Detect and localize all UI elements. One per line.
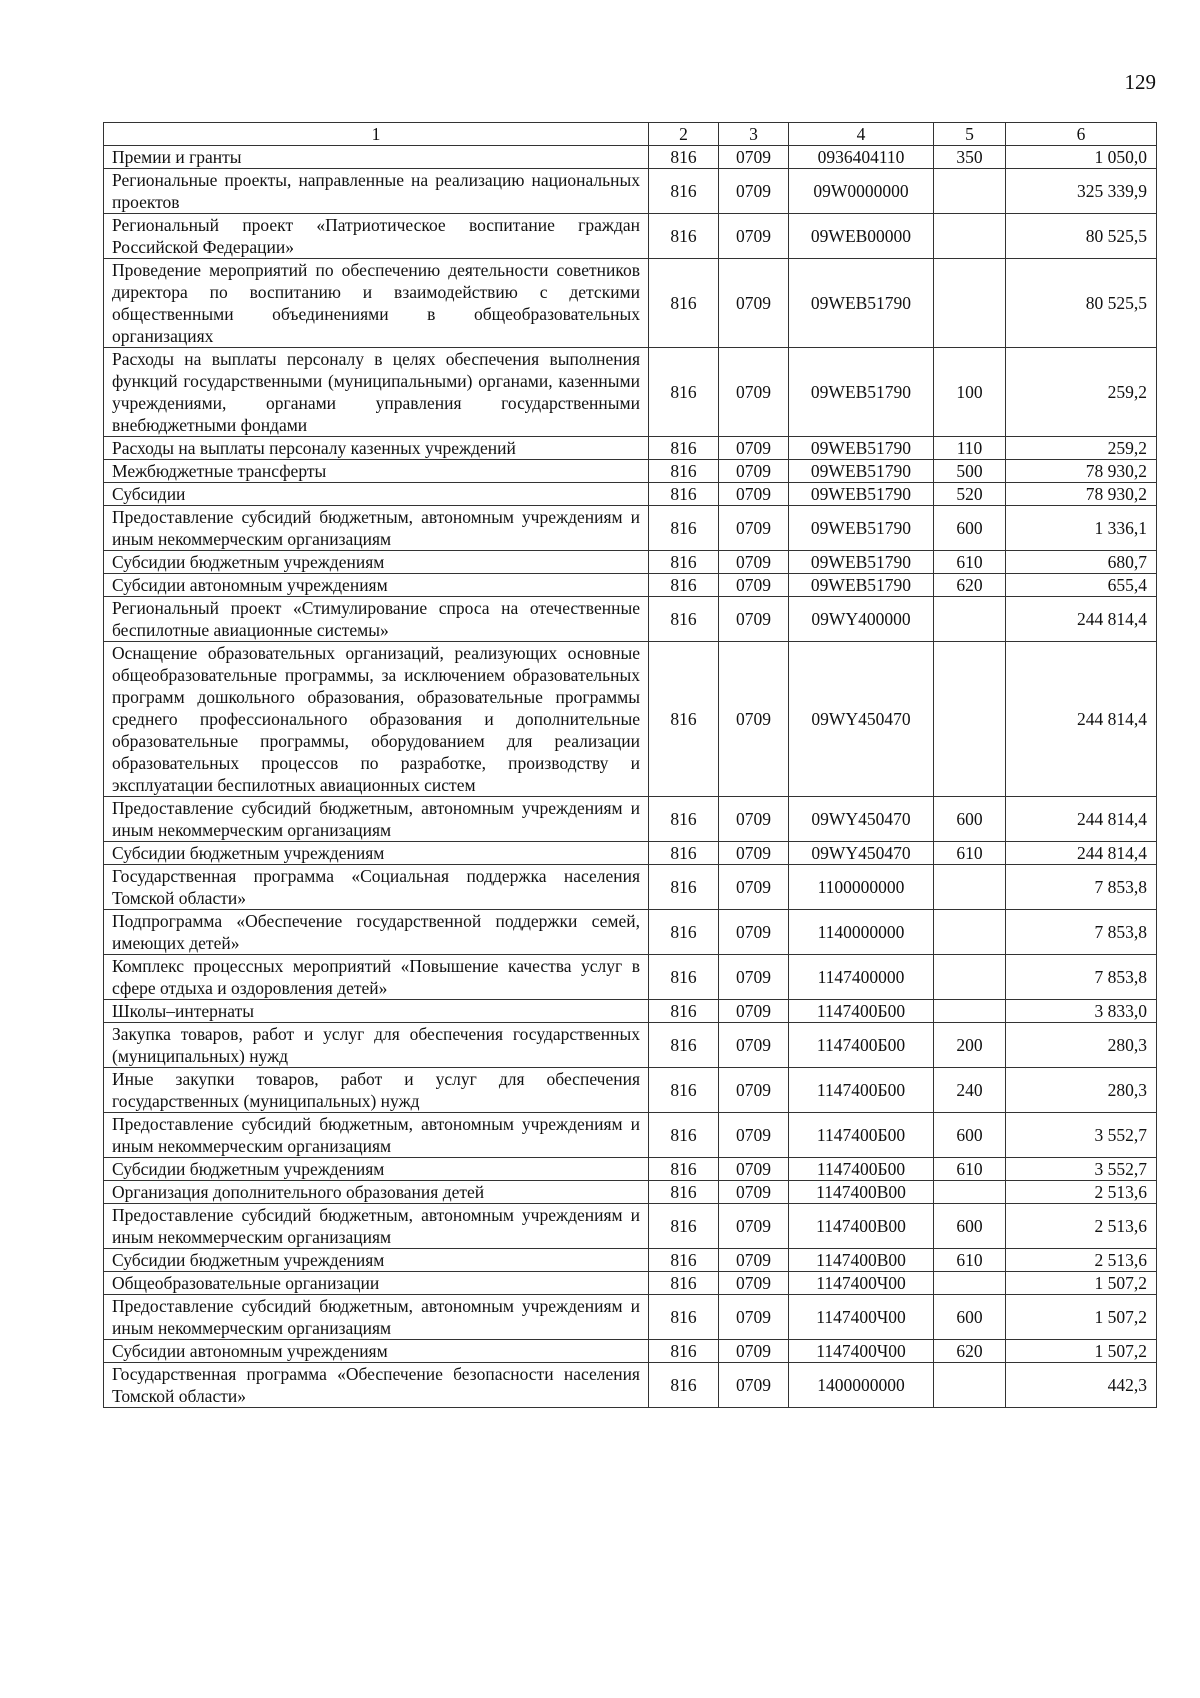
row-code-cell: 816	[649, 146, 719, 169]
row-name-cell: Предоставление субсидий бюджетным, автономным учреждениям и иным некоммерческим организациям	[104, 506, 649, 551]
row-expense-type-cell	[934, 169, 1006, 214]
row-section-cell: 0709	[719, 910, 789, 955]
table-row	[104, 214, 1157, 259]
row-expense-type-cell	[934, 955, 1006, 1000]
row-name-cell: Школы–интернаты	[104, 1000, 649, 1023]
table-row	[104, 842, 1157, 865]
row-name-cell: Предоставление субсидий бюджетным, автономным учреждениям и иным некоммерческим организациям	[104, 1113, 649, 1158]
row-expense-type-cell	[934, 214, 1006, 259]
row-amount-cell: 78 930,2	[1006, 460, 1157, 483]
row-expense-type-cell: 620	[934, 574, 1006, 597]
row-section-cell: 0709	[719, 642, 789, 797]
header-cell-5: 5	[934, 123, 1006, 146]
table-row	[104, 910, 1157, 955]
row-section-cell: 0709	[719, 506, 789, 551]
row-section-cell: 0709	[719, 146, 789, 169]
row-code-cell: 816	[649, 1023, 719, 1068]
row-target-article-cell: 09WY450470	[789, 642, 934, 797]
table-row	[104, 1272, 1157, 1295]
row-target-article-cell: 09WEB51790	[789, 574, 934, 597]
table-row	[104, 1340, 1157, 1363]
row-expense-type-cell	[934, 259, 1006, 348]
row-section-cell: 0709	[719, 1113, 789, 1158]
page-number: 129	[1124, 70, 1156, 94]
row-code-cell: 816	[649, 169, 719, 214]
row-expense-type-cell	[934, 642, 1006, 797]
row-code-cell: 816	[649, 1249, 719, 1272]
row-expense-type-cell: 600	[934, 1295, 1006, 1340]
table-row	[104, 1023, 1157, 1068]
row-amount-cell: 2 513,6	[1006, 1249, 1157, 1272]
row-name-cell: Оснащение образовательных организаций, реализующих основные общеобразовательные программы, за исключением образовательных программ дошкольного образования, образовательные программы среднего профессионального образования и дополнительные образовательные программы, оборудованием для реализации образовательных процессов по разработке, производству и эксплуатации беспилотных авиационных систем	[104, 642, 649, 797]
row-target-article-cell: 09WEB51790	[789, 437, 934, 460]
row-name-cell: Организация дополнительного образования детей	[104, 1181, 649, 1204]
row-code-cell: 816	[649, 1000, 719, 1023]
row-amount-cell: 655,4	[1006, 574, 1157, 597]
row-amount-cell: 280,3	[1006, 1023, 1157, 1068]
row-section-cell: 0709	[719, 1272, 789, 1295]
row-name-cell: Подпрограмма «Обеспечение государственной поддержки семей, имеющих детей»	[104, 910, 649, 955]
table-row	[104, 551, 1157, 574]
row-target-article-cell: 1147400Ч00	[789, 1272, 934, 1295]
table-row	[104, 797, 1157, 842]
row-amount-cell: 80 525,5	[1006, 214, 1157, 259]
row-target-article-cell: 1147400Ч00	[789, 1295, 934, 1340]
row-amount-cell: 280,3	[1006, 1068, 1157, 1113]
row-name-cell: Региональный проект «Патриотическое воспитание граждан Российской Федерации»	[104, 214, 649, 259]
row-amount-cell: 259,2	[1006, 348, 1157, 437]
row-expense-type-cell	[934, 1000, 1006, 1023]
row-section-cell: 0709	[719, 1068, 789, 1113]
row-code-cell: 816	[649, 1181, 719, 1204]
row-name-cell: Расходы на выплаты персоналу казенных учреждений	[104, 437, 649, 460]
row-amount-cell: 442,3	[1006, 1363, 1157, 1408]
table-row	[104, 437, 1157, 460]
row-code-cell: 816	[649, 437, 719, 460]
row-amount-cell: 680,7	[1006, 551, 1157, 574]
table-row	[104, 348, 1157, 437]
row-section-cell: 0709	[719, 1000, 789, 1023]
row-expense-type-cell: 500	[934, 460, 1006, 483]
row-target-article-cell: 09WEB51790	[789, 348, 934, 437]
row-target-article-cell: 1100000000	[789, 865, 934, 910]
row-amount-cell: 259,2	[1006, 437, 1157, 460]
row-target-article-cell: 1147400000	[789, 955, 934, 1000]
row-name-cell: Субсидии бюджетным учреждениям	[104, 1249, 649, 1272]
table-row	[104, 1068, 1157, 1113]
row-section-cell: 0709	[719, 1363, 789, 1408]
row-code-cell: 816	[649, 865, 719, 910]
row-amount-cell: 1 336,1	[1006, 506, 1157, 551]
row-expense-type-cell	[934, 1272, 1006, 1295]
table-row	[104, 259, 1157, 348]
row-code-cell: 816	[649, 1340, 719, 1363]
row-amount-cell: 3 552,7	[1006, 1158, 1157, 1181]
row-name-cell: Государственная программа «Обеспечение безопасности населения Томской области»	[104, 1363, 649, 1408]
row-section-cell: 0709	[719, 437, 789, 460]
row-target-article-cell: 09WEB51790	[789, 259, 934, 348]
row-name-cell: Предоставление субсидий бюджетным, автономным учреждениям и иным некоммерческим организациям	[104, 797, 649, 842]
row-section-cell: 0709	[719, 551, 789, 574]
row-amount-cell: 2 513,6	[1006, 1181, 1157, 1204]
row-name-cell: Государственная программа «Социальная поддержка населения Томской области»	[104, 865, 649, 910]
row-section-cell: 0709	[719, 955, 789, 1000]
table-row	[104, 1295, 1157, 1340]
table-row	[104, 1158, 1157, 1181]
row-code-cell: 816	[649, 1068, 719, 1113]
row-code-cell: 816	[649, 1113, 719, 1158]
row-code-cell: 816	[649, 1295, 719, 1340]
header-cell-2: 2	[649, 123, 719, 146]
row-name-cell: Региональный проект «Стимулирование спроса на отечественные беспилотные авиационные системы»	[104, 597, 649, 642]
row-name-cell: Межбюджетные трансферты	[104, 460, 649, 483]
row-expense-type-cell: 610	[934, 1158, 1006, 1181]
row-expense-type-cell: 610	[934, 842, 1006, 865]
row-expense-type-cell: 600	[934, 506, 1006, 551]
table-row	[104, 483, 1157, 506]
table-header-row	[104, 123, 1157, 146]
row-expense-type-cell: 610	[934, 551, 1006, 574]
row-code-cell: 816	[649, 574, 719, 597]
table-row	[104, 460, 1157, 483]
row-section-cell: 0709	[719, 214, 789, 259]
row-name-cell: Субсидии	[104, 483, 649, 506]
table-row	[104, 574, 1157, 597]
row-target-article-cell: 0936404110	[789, 146, 934, 169]
row-code-cell: 816	[649, 348, 719, 437]
row-name-cell: Субсидии автономным учреждениям	[104, 1340, 649, 1363]
row-amount-cell: 80 525,5	[1006, 259, 1157, 348]
row-target-article-cell: 09WEB51790	[789, 551, 934, 574]
row-amount-cell: 2 513,6	[1006, 1204, 1157, 1249]
row-target-article-cell: 1147400В00	[789, 1181, 934, 1204]
row-name-cell: Предоставление субсидий бюджетным, автономным учреждениям и иным некоммерческим организациям	[104, 1295, 649, 1340]
row-amount-cell: 325 339,9	[1006, 169, 1157, 214]
table-row	[104, 1113, 1157, 1158]
row-name-cell: Региональные проекты, направленные на реализацию национальных проектов	[104, 169, 649, 214]
row-code-cell: 816	[649, 1204, 719, 1249]
row-section-cell: 0709	[719, 348, 789, 437]
row-expense-type-cell: 110	[934, 437, 1006, 460]
budget-table-body	[104, 123, 1157, 1408]
row-expense-type-cell	[934, 597, 1006, 642]
row-amount-cell: 7 853,8	[1006, 955, 1157, 1000]
table-row	[104, 1249, 1157, 1272]
row-expense-type-cell: 600	[934, 1113, 1006, 1158]
budget-table	[103, 122, 1157, 1408]
header-cell-4: 4	[789, 123, 934, 146]
row-name-cell: Общеобразовательные организации	[104, 1272, 649, 1295]
row-target-article-cell: 1147400Б00	[789, 1023, 934, 1068]
row-target-article-cell: 09WY450470	[789, 842, 934, 865]
row-amount-cell: 3 552,7	[1006, 1113, 1157, 1158]
row-section-cell: 0709	[719, 842, 789, 865]
row-target-article-cell: 1140000000	[789, 910, 934, 955]
row-expense-type-cell: 240	[934, 1068, 1006, 1113]
row-name-cell: Закупка товаров, работ и услуг для обеспечения государственных (муниципальных) нужд	[104, 1023, 649, 1068]
row-section-cell: 0709	[719, 865, 789, 910]
row-name-cell: Иные закупки товаров, работ и услуг для обеспечения государственных (муниципальных) нужд	[104, 1068, 649, 1113]
table-row	[104, 597, 1157, 642]
row-code-cell: 816	[649, 642, 719, 797]
table-row	[104, 865, 1157, 910]
table-row	[104, 1000, 1157, 1023]
row-section-cell: 0709	[719, 1249, 789, 1272]
row-code-cell: 816	[649, 214, 719, 259]
row-expense-type-cell: 350	[934, 146, 1006, 169]
row-amount-cell: 1 507,2	[1006, 1272, 1157, 1295]
header-cell-1: 1	[104, 123, 649, 146]
row-amount-cell: 3 833,0	[1006, 1000, 1157, 1023]
row-expense-type-cell: 600	[934, 1204, 1006, 1249]
table-row	[104, 642, 1157, 797]
row-name-cell: Предоставление субсидий бюджетным, автономным учреждениям и иным некоммерческим организациям	[104, 1204, 649, 1249]
row-code-cell: 816	[649, 483, 719, 506]
row-expense-type-cell: 200	[934, 1023, 1006, 1068]
table-row	[104, 169, 1157, 214]
row-expense-type-cell	[934, 1181, 1006, 1204]
row-name-cell: Проведение мероприятий по обеспечению деятельности советников директора по воспитанию и взаимодействию с детскими общественными объединениями в общеобразовательных организациях	[104, 259, 649, 348]
row-target-article-cell: 09WEB51790	[789, 506, 934, 551]
row-section-cell: 0709	[719, 1204, 789, 1249]
row-target-article-cell: 09WEB51790	[789, 483, 934, 506]
row-target-article-cell: 1147400Б00	[789, 1113, 934, 1158]
table-row	[104, 146, 1157, 169]
row-target-article-cell: 09WY450470	[789, 797, 934, 842]
row-expense-type-cell	[934, 1363, 1006, 1408]
row-target-article-cell: 09WY400000	[789, 597, 934, 642]
row-amount-cell: 244 814,4	[1006, 842, 1157, 865]
row-section-cell: 0709	[719, 1181, 789, 1204]
row-code-cell: 816	[649, 842, 719, 865]
row-section-cell: 0709	[719, 1295, 789, 1340]
row-amount-cell: 244 814,4	[1006, 797, 1157, 842]
row-expense-type-cell	[934, 865, 1006, 910]
row-code-cell: 816	[649, 597, 719, 642]
row-target-article-cell: 1400000000	[789, 1363, 934, 1408]
row-target-article-cell: 1147400В00	[789, 1249, 934, 1272]
row-code-cell: 816	[649, 1363, 719, 1408]
row-name-cell: Расходы на выплаты персоналу в целях обеспечения выполнения функций государственными (муниципальными) органами, казенными учреждениями, органами управления государственными внебюджетными фондами	[104, 348, 649, 437]
row-section-cell: 0709	[719, 574, 789, 597]
row-name-cell: Премии и гранты	[104, 146, 649, 169]
table-row	[104, 1363, 1157, 1408]
row-code-cell: 816	[649, 910, 719, 955]
row-expense-type-cell: 600	[934, 797, 1006, 842]
table-row	[104, 506, 1157, 551]
row-section-cell: 0709	[719, 1158, 789, 1181]
row-target-article-cell: 1147400В00	[789, 1204, 934, 1249]
row-code-cell: 816	[649, 1272, 719, 1295]
row-expense-type-cell: 610	[934, 1249, 1006, 1272]
row-section-cell: 0709	[719, 460, 789, 483]
row-code-cell: 816	[649, 797, 719, 842]
row-name-cell: Субсидии бюджетным учреждениям	[104, 551, 649, 574]
table-row	[104, 1181, 1157, 1204]
row-target-article-cell: 1147400Б00	[789, 1000, 934, 1023]
row-code-cell: 816	[649, 259, 719, 348]
row-section-cell: 0709	[719, 483, 789, 506]
row-target-article-cell: 1147400Б00	[789, 1158, 934, 1181]
row-name-cell: Комплекс процессных мероприятий «Повышение качества услуг в сфере отдыха и оздоровления детей»	[104, 955, 649, 1000]
row-name-cell: Субсидии бюджетным учреждениям	[104, 842, 649, 865]
row-amount-cell: 244 814,4	[1006, 597, 1157, 642]
row-code-cell: 816	[649, 460, 719, 483]
row-expense-type-cell: 100	[934, 348, 1006, 437]
header-cell-6: 6	[1006, 123, 1157, 146]
row-amount-cell: 78 930,2	[1006, 483, 1157, 506]
row-amount-cell: 7 853,8	[1006, 865, 1157, 910]
row-name-cell: Субсидии автономным учреждениям	[104, 574, 649, 597]
row-amount-cell: 1 507,2	[1006, 1295, 1157, 1340]
row-name-cell: Субсидии бюджетным учреждениям	[104, 1158, 649, 1181]
row-target-article-cell: 09WEB00000	[789, 214, 934, 259]
row-code-cell: 816	[649, 955, 719, 1000]
row-target-article-cell: 1147400Б00	[789, 1068, 934, 1113]
row-section-cell: 0709	[719, 169, 789, 214]
row-section-cell: 0709	[719, 797, 789, 842]
table-row	[104, 1204, 1157, 1249]
row-code-cell: 816	[649, 1158, 719, 1181]
row-target-article-cell: 1147400Ч00	[789, 1340, 934, 1363]
row-expense-type-cell: 520	[934, 483, 1006, 506]
table-row	[104, 955, 1157, 1000]
row-target-article-cell: 09WEB51790	[789, 460, 934, 483]
row-section-cell: 0709	[719, 1023, 789, 1068]
row-amount-cell: 244 814,4	[1006, 642, 1157, 797]
row-code-cell: 816	[649, 506, 719, 551]
row-target-article-cell: 09W0000000	[789, 169, 934, 214]
row-section-cell: 0709	[719, 259, 789, 348]
row-amount-cell: 7 853,8	[1006, 910, 1157, 955]
row-code-cell: 816	[649, 551, 719, 574]
header-cell-3: 3	[719, 123, 789, 146]
row-amount-cell: 1 050,0	[1006, 146, 1157, 169]
row-section-cell: 0709	[719, 597, 789, 642]
row-amount-cell: 1 507,2	[1006, 1340, 1157, 1363]
row-expense-type-cell	[934, 910, 1006, 955]
row-section-cell: 0709	[719, 1340, 789, 1363]
row-expense-type-cell: 620	[934, 1340, 1006, 1363]
